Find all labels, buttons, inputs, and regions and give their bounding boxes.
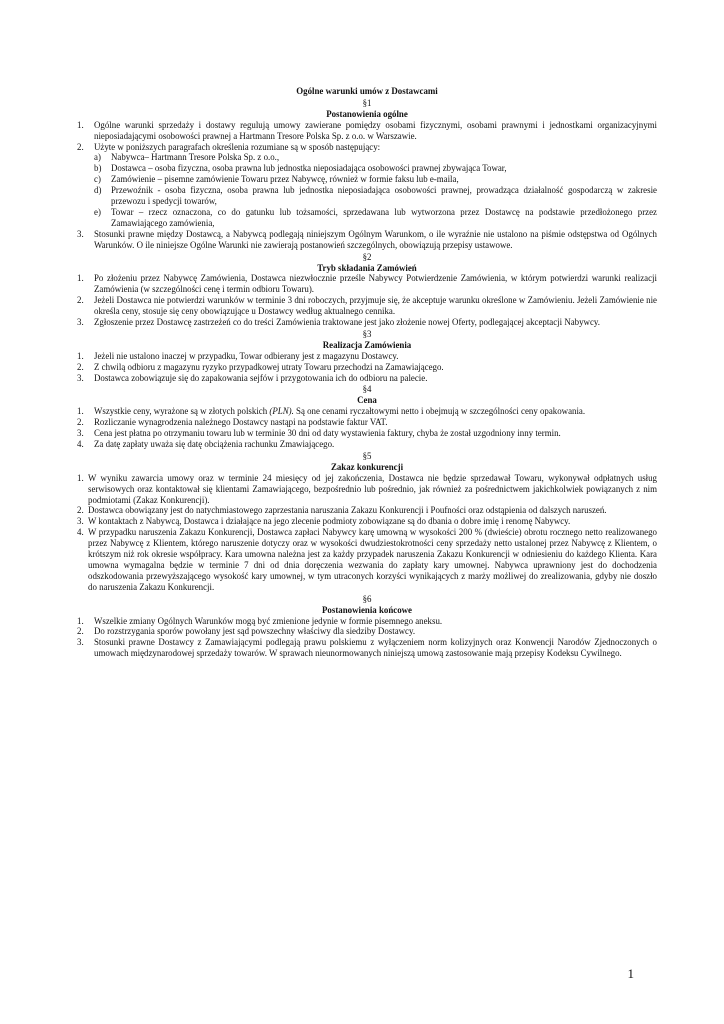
- list-item: [77, 142, 657, 229]
- item-number: 2.: [77, 505, 84, 516]
- item-number: 3.: [77, 372, 84, 383]
- item-number: 4.: [77, 527, 84, 538]
- list-item: [77, 351, 657, 362]
- item-text: Dostawca zobowiązuje się do zapakowania sejfów i przygotowania ich do odbioru na palecie.: [94, 372, 428, 383]
- section-number: §3: [362, 328, 372, 339]
- list-item: [77, 473, 657, 506]
- sub-list-item: [94, 152, 657, 163]
- item-number: 3.: [77, 228, 84, 239]
- item-text: W wyniku zawarcia umowy oraz w terminie 24 miesięcy od jej zakończenia, Dostawca nie będzie sprzedawał Towaru, wykonywał odpłatnych usług serwisowych oraz kontaktował się klientami Zamawiającego, bezpośrednio lub pośrednio, jak również za pośrednictwem jakichkolwiek powiązanych z nim podmiotami (Zakaz Konkurencji).: [88, 472, 657, 505]
- item-number: 1.: [77, 615, 84, 626]
- item-text: Zgłoszenie przez Dostawcę zastrzeżeń co do treści Zamówienia traktowane jest jako złożenie nowej Oferty, podlegającej akceptacji Nabywcy.: [94, 317, 600, 328]
- sub-item-text: Dostawca – osoba fizyczna, osoba prawna lub jednostka nieposiadająca osobowości prawnej zbywająca Towar,: [111, 163, 507, 174]
- list-item: [77, 317, 657, 328]
- sub-item-text: Zamówienie – pisemne zamówienie Towaru przez Nabywcę, również w formie faksu lub e-maila,: [111, 174, 459, 185]
- section-number: §5: [362, 450, 372, 461]
- document-title: Ogólne warunki umów z Dostawcami: [296, 86, 438, 96]
- sub-list-item: [94, 185, 657, 207]
- item-text: Stosunki prawne Dostawcy z Zamawiającymi podlegają prawu polskiemu z wyłączeniem norm kolizyjnych oraz Konwencji Narodów Zjednoczonych o umowach międzynarodowej sprzedaży towarów. W sprawach nieunormowanych niniejszą umową zastosowanie mają przepisy Kodeksu Cywilnego.: [94, 637, 657, 659]
- item-text-end: Są one cenami ryczałtowymi netto i obejmują w szczególności ceny opakowania.: [293, 406, 586, 417]
- item-text: Dostawca obowiązany jest do natychmiastowego zaprzestania naruszania Zakazu Konkurencji i Poufności oraz odstąpienia od dalszych naruszeń.: [88, 505, 607, 516]
- section-number: §6: [362, 593, 372, 604]
- section-number: §2: [362, 251, 372, 262]
- sub-item-letter: c): [94, 174, 101, 185]
- list-item: [77, 516, 657, 527]
- list-item: [77, 616, 657, 627]
- sub-list-item: [94, 207, 657, 229]
- item-text: Za datę zapłaty uważa się datę obciążenia rachunku Zmawiającego.: [94, 439, 335, 449]
- sub-item-letter: b): [94, 163, 102, 174]
- item-number: 2.: [77, 417, 84, 428]
- sub-item-letter: a): [94, 152, 101, 163]
- section-title: Realizacja Zamówienia: [322, 339, 412, 350]
- list-item: [77, 637, 657, 659]
- item-text: Użyte w poniższych paragrafach określenia rozumiane są w sposób następujący:: [94, 141, 381, 152]
- item-text: Rozliczanie wynagrodzenia należnego Dostawcy nastąpi na podstawie faktur VAT.: [94, 417, 388, 428]
- list-item: [77, 362, 657, 373]
- item-text: W kontaktach z Nabywcą, Dostawca i działające na jego zlecenie podmioty zobowiązane są do dbania o dobre imię i renomę Nabywcy.: [88, 516, 571, 527]
- section-6: [77, 594, 657, 659]
- list-item: [77, 417, 657, 428]
- section-number: §1: [362, 97, 372, 108]
- section-4: [77, 384, 657, 449]
- list-item: [77, 439, 657, 450]
- list-item: [77, 273, 657, 295]
- item-number: 1.: [77, 273, 84, 284]
- list-item: [77, 428, 657, 439]
- item-number: 1.: [77, 406, 84, 417]
- list-item: [77, 505, 657, 516]
- section-2: [77, 252, 657, 328]
- sub-item-letter: d): [94, 185, 102, 196]
- list-item: [77, 120, 657, 142]
- list-item: [77, 373, 657, 384]
- section-title: Tryb składania Zamówień: [317, 262, 417, 273]
- item-number: 3.: [77, 317, 84, 328]
- sub-item-letter: e): [94, 206, 101, 217]
- document-content: [77, 86, 657, 659]
- item-text: Po złożeniu przez Nabywcę Zamówienia, Dostawca niezwłocznie prześle Nabywcy Potwierdzenie Zamówienia, w którym potwierdzi warunki realizacji Zamówienia (w szczególności cenę i termin odbioru Towaru).: [94, 273, 657, 295]
- item-text: Wszelkie zmiany Ogólnych Warunków mogą być zmienione jedynie w formie pisemnego aneksu.: [94, 615, 443, 626]
- item-text: Z chwilą odbioru z magazynu ryzyko przypadkowej utraty Towaru przechodzi na Zamawiającego.: [94, 361, 444, 372]
- list-item: [77, 406, 657, 417]
- item-number: 3.: [77, 428, 84, 439]
- item-number: 4.: [77, 439, 84, 449]
- item-number: 1.: [77, 350, 84, 361]
- section-3: [77, 329, 657, 384]
- list-item: [77, 229, 657, 251]
- item-number: 2.: [77, 141, 84, 152]
- section-title: Cena: [357, 395, 377, 406]
- sub-list-item: [94, 163, 657, 174]
- section-title: Postanowienia końcowe: [322, 604, 412, 615]
- list-item: [77, 527, 657, 592]
- currency-code: (PLN).: [269, 406, 294, 417]
- sub-item-text: Nabywca– Hartmann Tresore Polska Sp. z o.o.,: [111, 152, 280, 163]
- item-text: W przypadku naruszenia Zakazu Konkurencji, Dostawca zapłaci Nabywcy karę umowną w wysokości 200 % (dwieście) obrotu rocznego netto realizowanego przez Nabywcę z Klientem, którego naruszenie dotyczy oraz w wysokości dwudziestokrotności ceny sprzedaży netto ustalonej przez Nabywcę z Klientem, o krótszym niż rok okresie współpracy. Kara umowna należna jest za każdy przypadek naruszenia Zakazu Konkurencji w odniesieniu do każdego Klienta. Kara umowna wymagalna będzie w terminie 7 dni od dnia doręczenia wezwania do zapłaty kary umownej. Nabywca uprawniony jest do dochodzenia odszkodowania przewyższającego wysokość kary umownej, w tym utraconych korzyści wynikających z marży możliwej do zrealizowania, gdyby nie doszło do naruszenia Zakazu Konkurencji.: [88, 527, 657, 592]
- item-text: Stosunki prawne między Dostawcą, a Nabywcą podlegają niniejszym Ogólnym Warunkom, o ile wyraźnie nie ustalono na piśmie odstępstwa od Ogólnych Warunków. O ile niniejsze Ogólne Warunki nie zawierają postanowień szczególnych, obowiązują przepisy ustawowe.: [94, 228, 657, 250]
- page-number: 1: [627, 966, 634, 981]
- sub-item-text: Towar – rzecz oznaczona, co do gatunku lub tożsamości, sprzedawana lub wytworzona przez Dostawcę na podstawie przedłożonego przez Zamawiającego zamówienia,: [111, 206, 657, 228]
- item-text: Do rozstrzygania sporów powołany jest sąd powszechny właściwy dla siedziby Dostawcy.: [94, 626, 416, 637]
- item-number: 2.: [77, 295, 84, 306]
- item-text: Cena jest płatna po otrzymaniu towaru lub w terminie 30 dni od daty wystawienia faktury, chyba że został uzgodniony inny termin.: [94, 428, 561, 439]
- section-title: Postanowienia ogólne: [326, 108, 408, 119]
- list-item: [77, 626, 657, 637]
- item-number: 1.: [77, 472, 84, 483]
- item-number: 3.: [77, 637, 84, 648]
- item-number: 1.: [77, 119, 84, 130]
- section-5: [77, 451, 657, 593]
- item-text-start: Wszystkie ceny, wyrażone są w złotych polskich: [94, 406, 270, 417]
- item-text: Ogólne warunki sprzedaży i dostawy regulują umowy zawierane pomiędzy osobami fizycznymi, osobami prawnymi i jednostkami organizacyjnymi nieposiadającymi osobowości prawnej a Hartmann Tresore Polska Sp. z o.o. w Warszawie.: [94, 119, 657, 141]
- section-1: [77, 98, 657, 251]
- item-text: Jeżeli nie ustalono inaczej w przypadku, Towar odbierany jest z magazynu Dostawcy.: [94, 350, 399, 361]
- item-number: 2.: [77, 361, 84, 372]
- item-number: 3.: [77, 516, 84, 527]
- sub-list-item: [94, 174, 657, 185]
- section-title: Zakaz konkurencji: [330, 461, 404, 472]
- sub-item-text: Przewoźnik - osoba fizyczna, osoba prawna lub jednostka nieposiadająca osobowości prawnej, prowadząca działalność gospodarczą w zakresie przewozu i spedycji towarów,: [111, 185, 657, 207]
- section-number: §4: [362, 384, 372, 395]
- item-number: 2.: [77, 626, 84, 637]
- item-text: Jeżeli Dostawca nie potwierdzi warunków w terminie 3 dni roboczych, przyjmuje się, że akceptuje warunku określone w Zamówieniu. Jeżeli Zamówienie nie określa ceny, stosuje się ceny obowiązujące u Dostawcy według aktualnego cennika.: [94, 295, 657, 317]
- list-item: [77, 295, 657, 317]
